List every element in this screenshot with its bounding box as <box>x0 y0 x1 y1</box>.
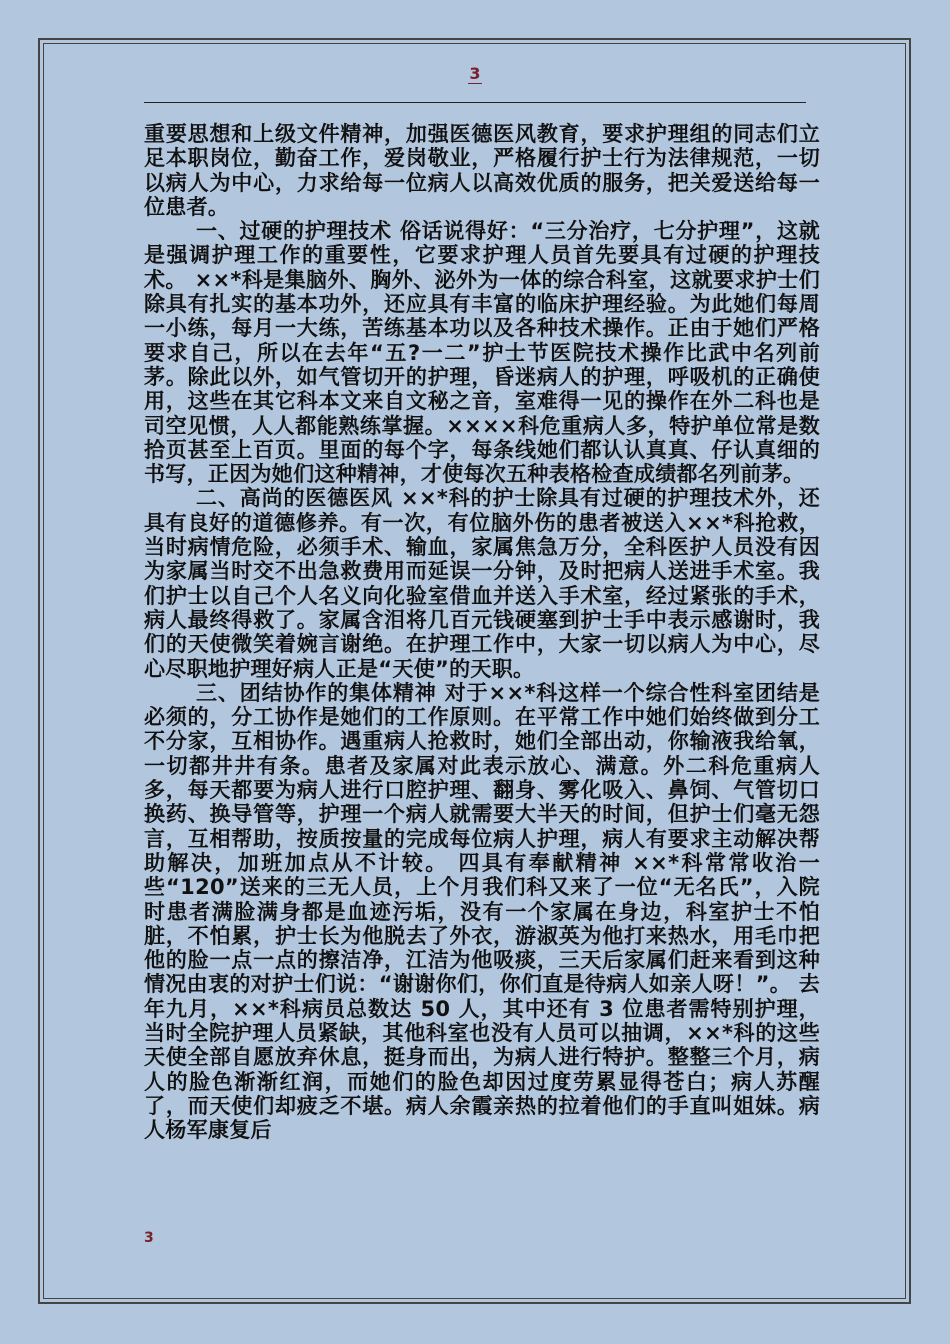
header-page-number-text: 3 <box>469 64 481 83</box>
paragraph-section-3: 三、团结协作的集体精神 对于××*科这样一个综合性科室团结是必须的，分工协作是她们的工作原则。在平常工作中她们始终做到分工不分家，互相协作。遇重病人抢救时，她们全部出动，你输液我给氧，一切都井井有条。患者及家属对此表示放心、满意。外二科危重病人多，每天都要为病人进行口腔护理、翻身、雾化吸入、鼻饲、气管切口换药、换导管等，护理一个病人就需要大半天的时间，但护士们毫无怨言，互相帮助，按质按量的完成每位病人护理，病人有要求主动解决帮助解决，加班加点从不计较。 四具有奉献精神 ××*科常常收治一些“120”送来的三无人员，上个月我们科又来了一位“无名氏”，入院时患者满脸满身都是血迹污垢，没有一个家属在身边，科室护士不怕脏，不怕累，护士长为他脱去了外衣，游淑英为他打来热水，用毛巾把他的脸一点一点的擦洁净，江洁为他吸痰，三天后家属们赶来看到这种情况由衷的对护士们说：“谢谢你们，你们直是待病人如亲人呀！”。 去年九月，××*科病员总数达 50 人，其中还有 3 位患者需特别护理，当时全院护理人员紧缺，其他科室也没有人员可以抽调，××*科的这些天使全部自愿放弃休息，挺身而出，为病人进行特护。整整三个月，病人的脸色渐渐红润，而她们的脸色却因过度劳累显得苍白；病人苏醒了，而天使们却疲乏不堪。病人余霞亲热的拉着他们的手直叫姐妹。病人杨军康复后 <box>144 680 820 1143</box>
paragraph-section-1: 一、过硬的护理技术 俗话说得好：“三分治疗，七分护理”，这就是强调护理工作的重要性，它要求护理人员首先要具有过硬的护理技术。 ××*科是集脑外、胸外、泌外为一体的综合科室，这就要求护士们除具有扎实的基本功外，还应具有丰富的临床护理经验。为此她们每周一小练，每月一大练，苦练基本功以及各种技术操作。正由于她们严格要求自己，所以在去年“五?一二”护士节医院技术操作比武中名列前茅。除此以外，如气管切开的护理，昏迷病人的护理，呼吸机的正确使用，这些在其它科本文来自文秘之音，室难得一见的操作在外二科也是司空见惯，人人都能熟练掌握。××××科危重病人多，特护单位常是数拾页甚至上百页。里面的每个字，每条线她们都认认真真、仔认真细的书写，正因为她们这种精神，才使每次五种表格检查成绩都名列前茅。 <box>144 219 820 487</box>
document-body <box>144 122 820 1142</box>
header-page-number <box>0 64 950 83</box>
footer-page-number: 3 <box>144 1230 154 1246</box>
paragraph-intro: 重要思想和上级文件精神，加强医德医风教育，要求护理组的同志们立足本职岗位，勤奋工作，爱岗敬业，严格履行护士行为法律规范，一切以病人为中心，力求给每一位病人以高效优质的服务，把关爱送给每一位患者。 <box>144 122 820 219</box>
paragraph-section-2: 二、高尚的医德医风 ××*科的护士除具有过硬的护理技术外，还具有良好的道德修养。有一次，有位脑外伤的患者被送入××*科抢救，当时病情危险，必须手术、输血，家属焦急万分，全科医护人员没有因为家属当时交不出急救费用而延误一分钟，及时把病人送进手术室。我们护士以自己个人名义向化验室借血并送入手术室，经过紧张的手术，病人最终得救了。家属含泪将几百元钱硬塞到护士手中表示感谢时，我们的天使微笑着婉言谢绝。在护理工作中，大家一切以病人为中心，尽心尽职地护理好病人正是“天使”的天职。 <box>144 486 820 681</box>
header-rule <box>144 102 806 103</box>
